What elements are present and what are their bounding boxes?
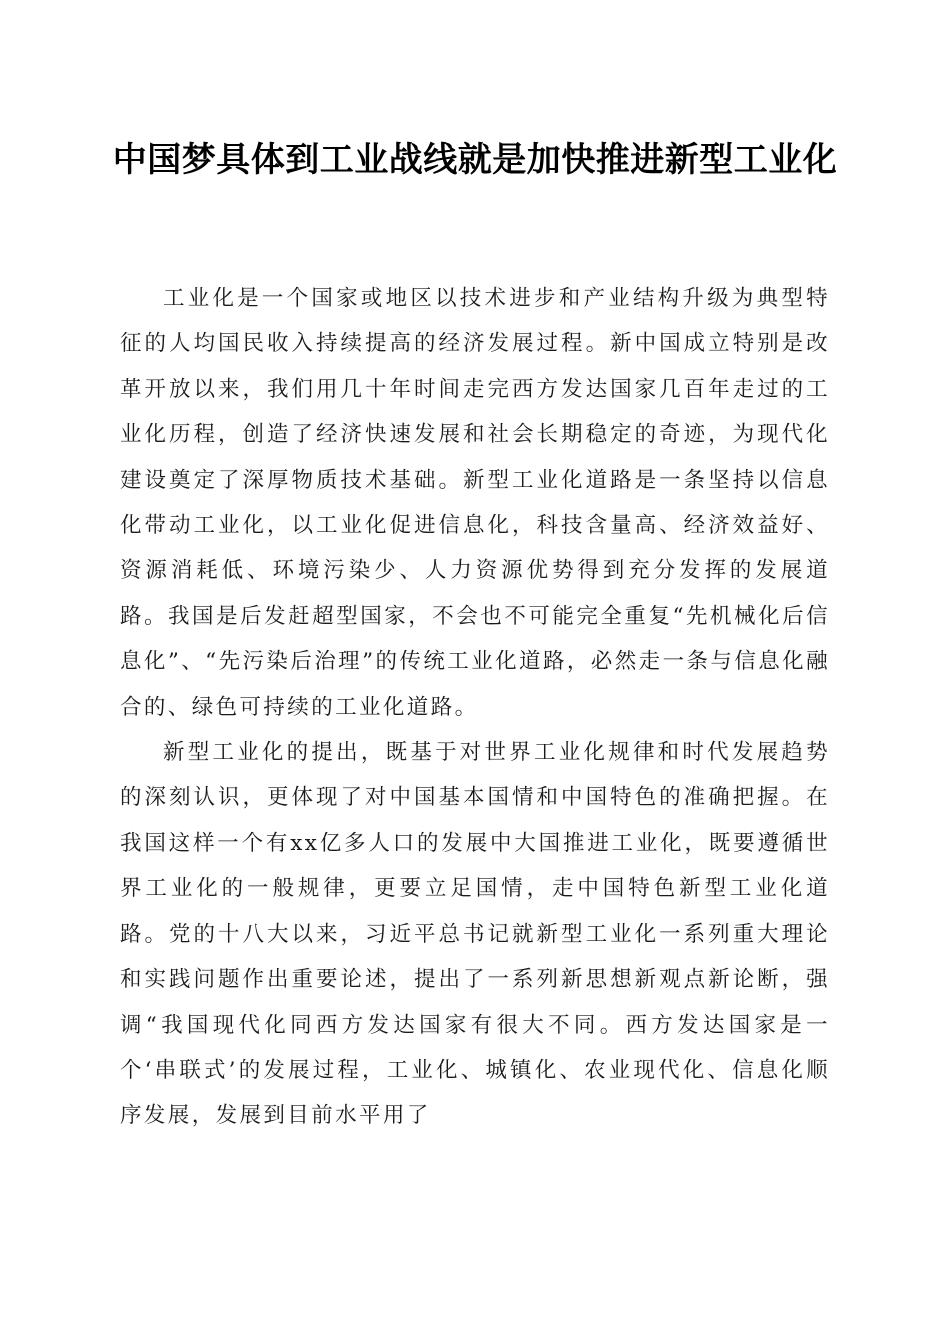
- paragraph: 新型工业化的提出，既基于对世界工业化规律和时代发展趋势的深刻认识，更体现了对中国基本国情和中国特色的准确把握。在我国这样一个有xx亿多人口的发展中大国推进工业化，既要遵循世界工业化的一般规律，更要立足国情，走中国特色新型工业化道路。党的十八大以来，习近平总书记就新型工业化一系列重大理论和实践问题作出重要论述，提出了一系列新思想新观点新论断，强调“我国现代化同西方发达国家有很大不同。西方发达国家是一个‘串联式’的发展过程，工业化、城镇化、农业现代化、信息化顺序发展，发展到目前水平用了: [120, 740, 830, 1129]
- document-title: 中国梦具体到工业战线就是加快推进新型工业化: [112, 140, 838, 180]
- document-body: [120, 276, 830, 1139]
- paragraph: 工业化是一个国家或地区以技术进步和产业结构升级为典型特征的人均国民收入持续提高的经济发展过程。新中国成立特别是改革开放以来，我们用几十年时间走完西方发达国家几百年走过的工业化历程，创造了经济快速发展和社会长期稳定的奇迹，为现代化建设奠定了深厚物质技术基础。新型工业化道路是一条坚持以信息化带动工业化，以工业化促进信息化，科技含量高、经济效益好、资源消耗低、环境污染少、人力资源优势得到充分发挥的发展道路。我国是后发赶超型国家，不会也不可能完全重复“先机械化后信息化”、“先污染后治理”的传统工业化道路，必然走一条与信息化融合的、绿色可持续的工业化道路。: [120, 286, 830, 720]
